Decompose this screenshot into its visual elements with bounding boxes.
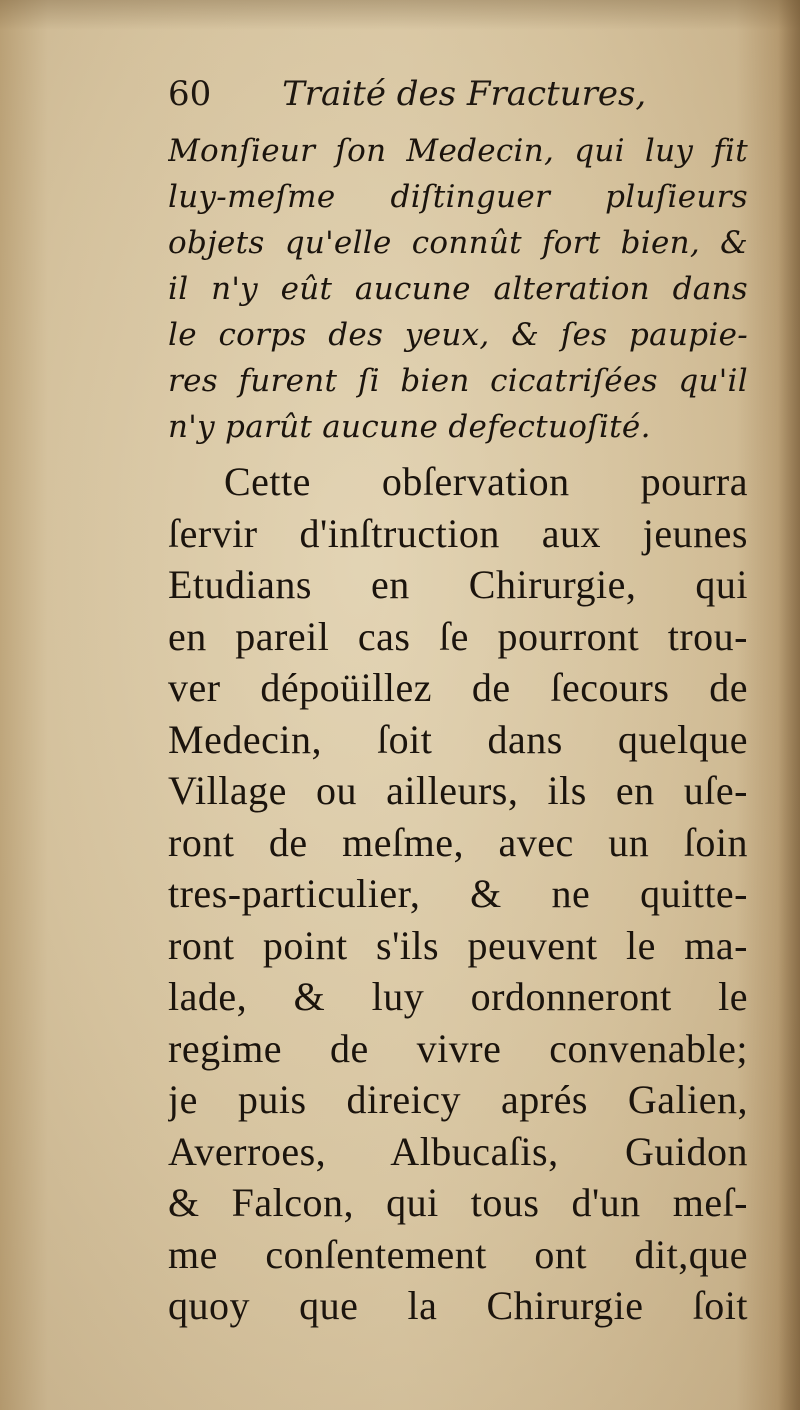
text-line: il n'y eût aucune alteration dans xyxy=(168,271,748,307)
roman-paragraph xyxy=(168,456,748,1332)
text-line: ront point s'ils peuvent le ma- xyxy=(168,922,748,968)
text-line: Village ou ailleurs, ils en uſe- xyxy=(168,768,748,813)
text-line: tres-particulier, & ne quitte- xyxy=(168,871,748,916)
text-line: Monſieur ſon Medecin, qui luy fit xyxy=(168,133,748,169)
text-line: res furent ſi bien cicatriſées qu'il xyxy=(168,363,748,399)
text-line: ver dépoüillez de ſecours de xyxy=(168,665,748,710)
running-head xyxy=(168,74,748,114)
text-line: me conſentement ont dit,que xyxy=(168,1231,748,1277)
running-title: Traité des Fractures, xyxy=(282,74,647,114)
text-block xyxy=(168,128,748,1332)
text-line: luy-meſme diſtinguer pluſieurs xyxy=(168,179,748,215)
text-line: ront de meſme, avec un ſoin xyxy=(168,819,748,865)
text-line: ſervir d'inſtruction aux jeunes xyxy=(168,510,748,556)
text-line: Medecin, ſoit dans quelque xyxy=(168,716,748,762)
text-line: quoy que la Chirurgie ſoit xyxy=(168,1283,748,1328)
text-line: objets qu'elle connût fort bien, & xyxy=(168,225,748,261)
text-line: en pareil cas ſe pourront trou- xyxy=(168,613,748,659)
text-line: le corps des yeux, & ſes paupie- xyxy=(168,317,748,353)
text-line: regime de vivre convenable; xyxy=(168,1025,748,1071)
text-line: Averroes, Albucaſis, Guidon xyxy=(168,1128,748,1174)
text-line: lade, & luy ordonneront le xyxy=(168,974,748,1019)
italic-paragraph xyxy=(168,128,748,450)
page-number: 60 xyxy=(168,74,212,114)
text-line: Etudians en Chirurgie, qui xyxy=(168,562,748,607)
text-line: je puis direicy aprés Galien, xyxy=(168,1077,748,1122)
text-line: n'y parût aucune defectuoſité. xyxy=(168,409,651,445)
text-line: & Falcon, qui tous d'un meſ- xyxy=(168,1180,748,1225)
text-line: Cette obſervation pourra xyxy=(224,459,748,504)
